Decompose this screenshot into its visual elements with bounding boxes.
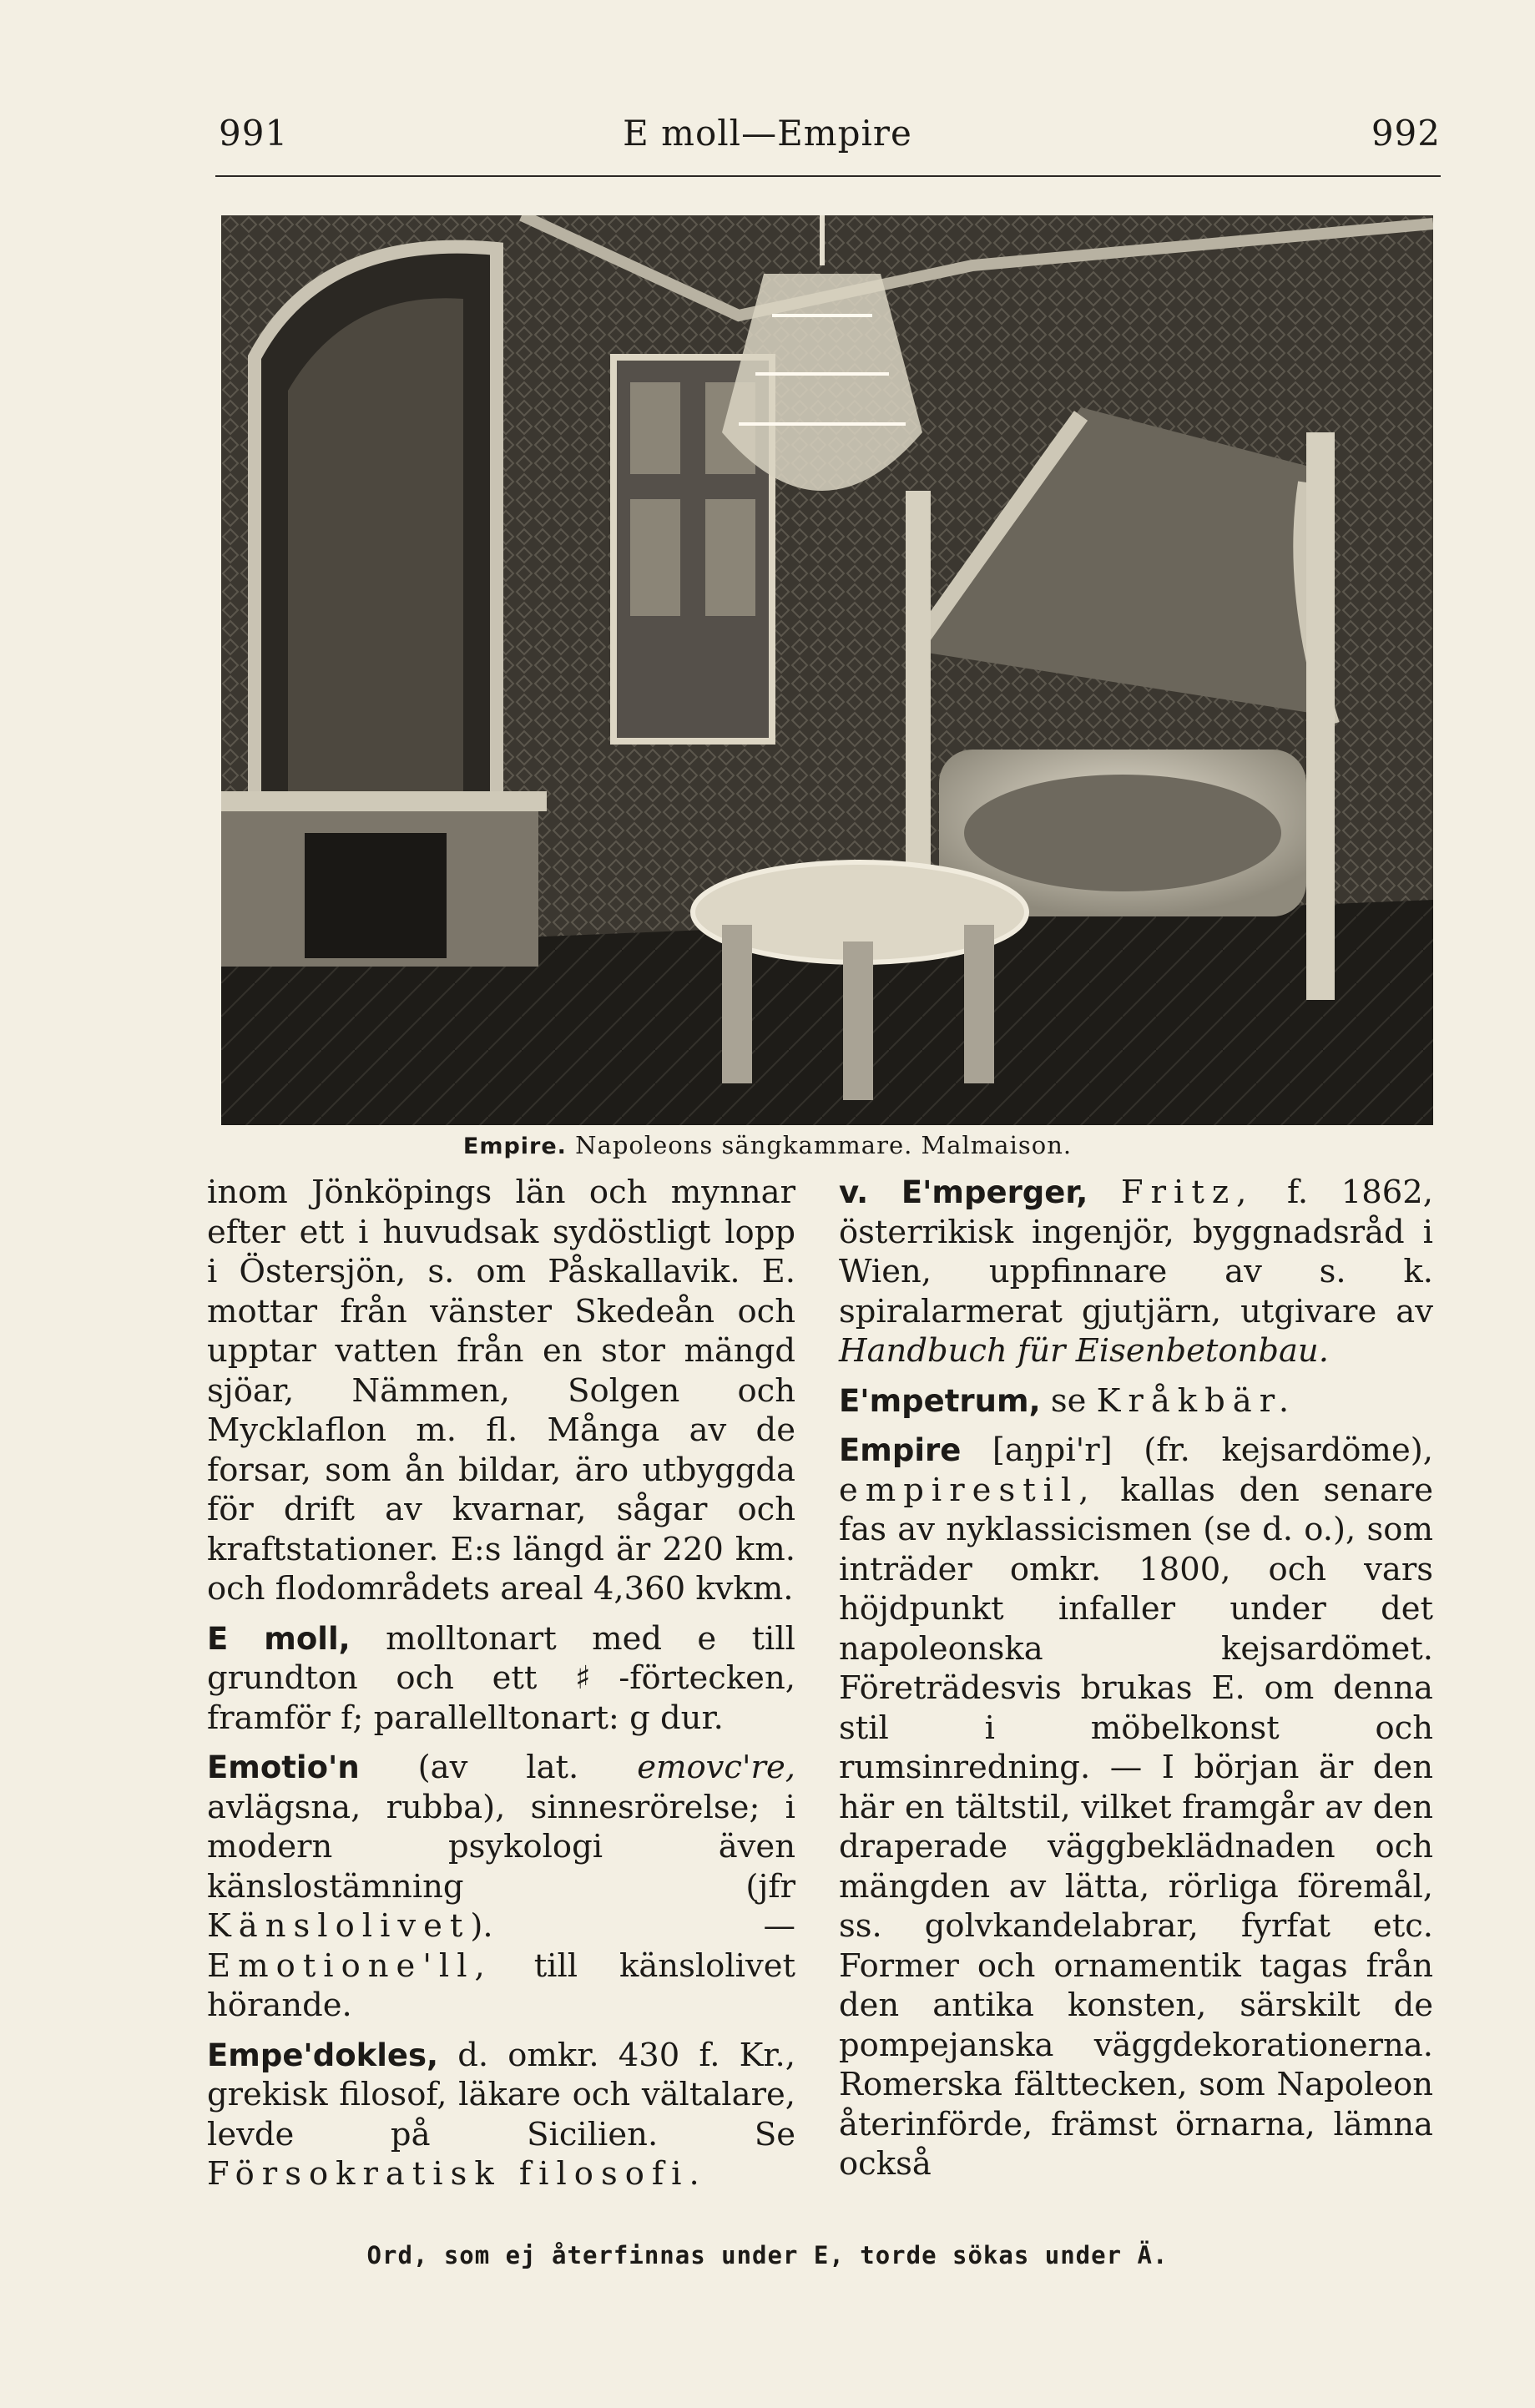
entry-empedokles: Empe'dokles, d. omkr. 430 f. Kr., grekisk filosof, läkare och vältalare, levde på Sicilien. Se Försokratisk filosofi. <box>207 2036 795 2193</box>
headword-empire: Empire <box>839 1432 962 1468</box>
headword-e-moll: E moll, <box>207 1620 351 1657</box>
entry-emperger: v. E'mperger, Fritz, f. 1862, österrikisk ingenjör, byggnadsråd i Wien, uppfinnare av s. k. spiralarmerat gjutjärn, utgivare av Handbuch für Eisenbetonbau. <box>839 1174 1433 1370</box>
entry-empetrum: E'mpetrum, se Kråkbär. <box>839 1381 1297 1420</box>
right-page-number: 992 <box>1371 113 1441 154</box>
entry-e-moll: E moll, molltonart med e till grundton och ett ♯-förtecken, framför f; parallelltonart: g dur. <box>207 1619 795 1737</box>
caption-head: Empire. <box>462 1133 567 1159</box>
bedroom-illustration <box>221 215 1433 1125</box>
entry-emotion: Emotio'n (av lat. emovc're, avlägsna, rubba), sinnesrörelse; i modern psykologi även känslostämning (jfr Känslolivet). — Emotione'll, till känslolivet hörande. <box>207 1749 795 2024</box>
caption-text: Napoleons sängkammare. Malmaison. <box>575 1131 1073 1159</box>
left-page-number: 991 <box>219 113 289 154</box>
cross-reference: Kråkbär. <box>1096 1381 1297 1420</box>
left-column <box>207 1173 795 2204</box>
headword-emperger: E'mperger, <box>901 1174 1088 1210</box>
header-rule <box>215 175 1441 177</box>
subentry-emotionell: Emotione'll, <box>207 1946 492 1985</box>
cross-reference: Känslolivet <box>207 1907 471 1945</box>
sharp-sign: ♯ <box>575 1659 619 1697</box>
headword-empetrum: E'mpetrum, <box>839 1382 1041 1419</box>
entry-continuation: inom Jönköpings län och mynnar efter ett i huvudsak sydöstligt lopp i Östersjön, s. om Påskallavik. E. mottar från vänster Skedeån och upptar vatten från en stor mängd sjöar, Nämmen, Solgen och Mycklaflon m. fl. Många av de forsar, som ån bildar, äro utbyggda för drift av kvarnar, sågar och kraftstationer. E:s längd är 220 km. och flodområdets areal 4,360 kvkm. <box>207 1174 795 1608</box>
right-column <box>839 1173 1433 2194</box>
footer-note: Ord, som ej återfinnas under E, torde sökas under Ä. <box>366 2241 1169 2269</box>
entry-empire: Empire [aŋpi'r] (fr. kejsardöme), empirestil, kallas den senare fas av nyklassicismen (se d. o.), som inträder omkr. 1800, och vars höjdpunkt infaller under det napoleonska kejsardömet. Företrädesvis brukas E. om denna stil i möbelkonst och rumsinredning. — I början är den här en tältstil, vilket framgår av den draperade väggbeklädnaden och mängden av lätta, rörliga föremål, ss. golvkandelabrar, fyrfat etc. Former och ornamentik tagas från den antika konsten, särskilt de pompejanska väggdekorationerna. Romerska fälttecken, som Napoleon återinförde, främst örnarna, lämna också <box>839 1431 1433 2183</box>
cross-reference: Försokratisk filosofi. <box>207 2155 707 2193</box>
running-title: E moll—Empire <box>623 113 912 154</box>
headword-emotion: Emotio'n <box>207 1749 360 1785</box>
bedroom-photograph <box>221 215 1433 1125</box>
figure-caption <box>0 1131 1535 1159</box>
book-title: Handbuch für Eisenbetonbau. <box>839 1332 1329 1370</box>
headword-empedokles: Empe'dokles, <box>207 2037 439 2073</box>
